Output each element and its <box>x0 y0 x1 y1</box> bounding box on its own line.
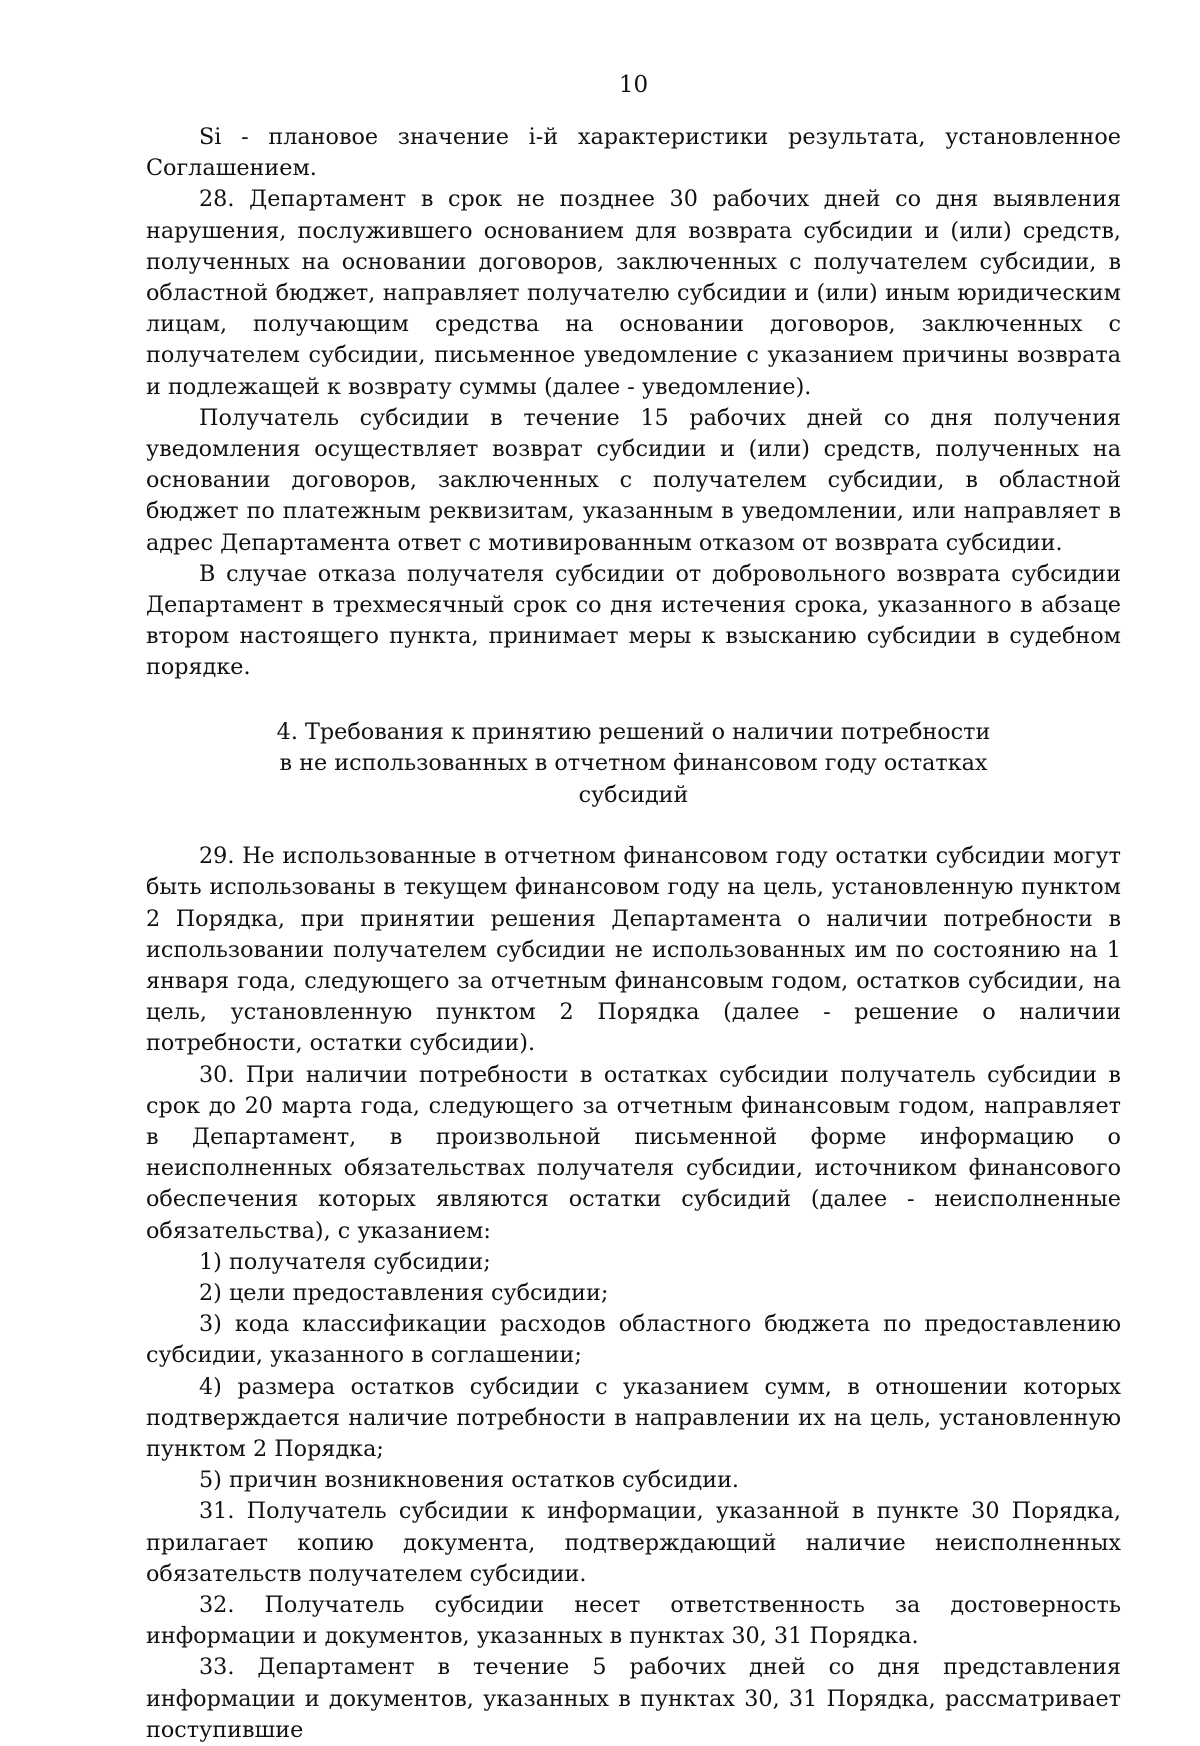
list-item-5: 5) причин возникновения остатков субсидии. <box>199 1467 740 1494</box>
paragraph-28-return: Получатель субсидии в течение 15 рабочих дней со дня получения уведомления осуществляет возврат субсидии и (или) средств, полученных на основании договоров, заключенных с получателем субсидии, в областной бюджет по платежным реквизитам, указанным в уведомлении, или направляет в адрес Департамента ответ с мотивированным отказом от возврата субсидии. <box>146 404 1121 556</box>
document-page <box>146 70 1121 1746</box>
list-item-2: 2) цели предоставления субсидии; <box>199 1280 609 1306</box>
paragraph-28: 28. Департамент в срок не позднее 30 рабочих дней со дня выявления нарушения, послужившего основанием для возврата субсидии и (или) средств, полученных на основании договоров, заключенных с получателем субсидии, в областной бюджет, направляет получателю субсидии и (или) иным юридическим лицам, получающим средства на основании договоров, заключенных с получателем субсидии, письменное уведомление с указанием причины возврата и подлежащей к возврату суммы (далее - уведомление). <box>146 186 1121 400</box>
paragraph-si-definition: Si - плановое значение i-й характеристики результата, установленное Соглашением. <box>146 124 1121 182</box>
section-heading <box>146 717 1121 812</box>
paragraph-28-refusal: В случае отказа получателя субсидии от добровольного возврата субсидии Департамент в трехмесячный срок со дня истечения срока, указанного в абзаце втором настоящего пункта, принимает меры к взысканию субсидии в судебном порядке. <box>146 560 1121 681</box>
section-heading-line: субсидий <box>578 781 689 808</box>
list-item-3: 3) кода классификации расходов областного бюджета по предоставлению субсидии, указанного в соглашении; <box>146 1311 1121 1369</box>
paragraph-31: 31. Получатель субсидии к информации, указанной в пункте 30 Порядка, прилагает копию документа, подтверждающий наличие неисполненных обязательств получателем субсидии. <box>146 1498 1121 1587</box>
list-item-1: 1) получателя субсидии; <box>199 1248 491 1275</box>
paragraph-33: 33. Департамент в течение 5 рабочих дней со дня представления информации и документов, указанных в пунктах 30, 31 Порядка, рассматривает поступившие <box>146 1654 1121 1743</box>
section-heading-line: в не использованных в отчетном финансовом году остатках <box>279 750 988 777</box>
paragraph-30: 30. При наличии потребности в остатках субсидии получатель субсидии в срок до 20 марта года, следующего за отчетным финансовым годом, направляет в Департамент, в произвольной письменной форме информацию о неисполненных обязательствах получателя субсидии, источником финансового обеспечения которых являются остатки субсидий (далее - неисполненные обязательства), с указанием: <box>146 1061 1121 1244</box>
list-item-4: 4) размера остатков субсидии с указанием сумм, в отношении которых подтверждается наличие потребности в направлении их на цель, установленную пунктом 2 Порядка; <box>146 1373 1121 1463</box>
paragraph-29: 29. Не использованные в отчетном финансовом году остатки субсидии могут быть использованы в текущем финансовом году на цель, установленную пунктом 2 Порядка, при принятии решения Департамента о наличии потребности в использовании получателем субсидии не использованных им по состоянию на 1 января года, следующего за отчетным финансовым годом, остатков субсидии, на цель, установленную пунктом 2 Порядка (далее - решение о наличии потребности, остатки субсидии). <box>146 843 1121 1057</box>
page-number: 10 <box>618 72 649 98</box>
section-heading-line: 4. Требования к принятию решений о наличии потребности <box>276 718 991 745</box>
paragraph-32: 32. Получатель субсидии несет ответственность за достоверность информации и документов, указанных в пунктах 30, 31 Порядка. <box>146 1592 1121 1650</box>
